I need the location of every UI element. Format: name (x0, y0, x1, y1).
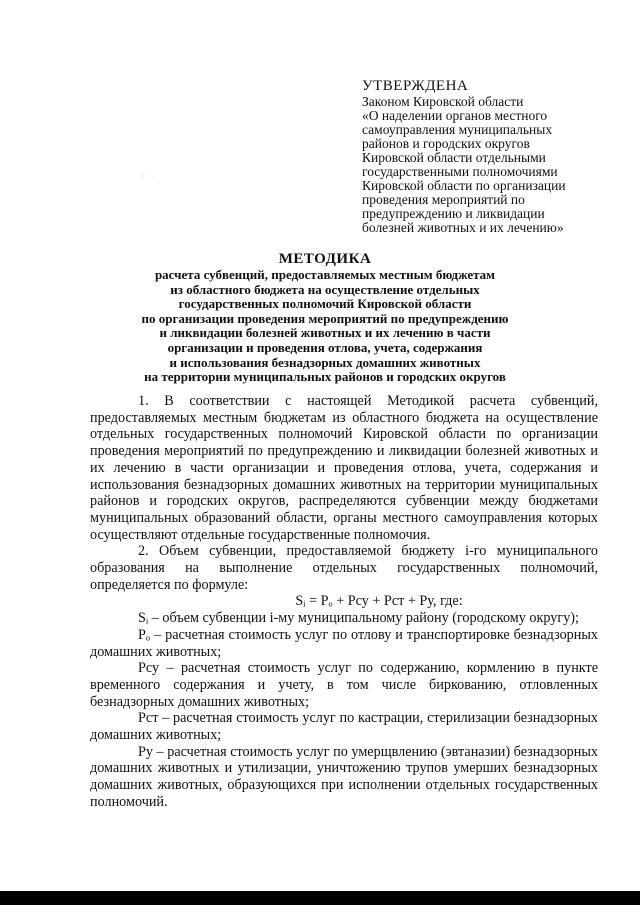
title-line: организации и проведения отлова, учета, содержания (167, 339, 483, 355)
approval-line: «О наделении органов местного (362, 108, 548, 123)
title-line: на территории муниципальных районов и городских округов (144, 369, 506, 385)
paragraph-2: 2. Объем субвенции, предоставляемой бюджету i-го муниципального образования на выполнение отдельных государственных полномочий, определяется по формуле: (90, 543, 598, 593)
title-main: МЕТОДИКА (278, 251, 372, 267)
definition-pu: Pу – расчетная стоимость услуг по умерщвлению (эвтаназии) безнадзорных домашних животных и утилизации, уничтожению трупов умерших безнадзорных домашних животных, образующихся при исполнении отдельных государственных полномочий. (90, 743, 598, 810)
document-body (90, 393, 598, 811)
title-line: и ликвидации болезней животных и их лечению в части (159, 325, 491, 341)
title-line: по организации проведения мероприятий по предупреждению (141, 310, 509, 326)
title-line: из областного бюджета на осуществление отдельных (170, 281, 480, 297)
title-line: расчета субвенций, предоставляемых местным бюджетам (154, 267, 496, 282)
scan-border-bar (0, 891, 640, 905)
approval-line: самоуправления муниципальных (362, 122, 553, 137)
title-line: государственных полномочий Кировской области (178, 296, 472, 312)
definition-pst: Pст – расчетная стоимость услуг по кастрации, стерилизации безнадзорных домашних животных; (90, 710, 598, 744)
approval-heading: УТВЕРЖДЕНА (362, 78, 469, 94)
approval-stamp (362, 78, 624, 235)
approval-line: предупреждению и ликвидации (362, 206, 545, 221)
approval-line: районов и городских округов (362, 136, 530, 151)
document-title (80, 250, 570, 385)
formula: Sᵢ = Pₒ + Pсу + Pст + Pу, где: (295, 593, 463, 610)
scan-speck (140, 170, 158, 180)
approval-line: Кировской области по организации (362, 178, 566, 193)
approval-line: болезней животных и их лечению» (362, 220, 564, 235)
definition-po: Pₒ – расчетная стоимость услуг по отлову и транспортировке безнадзорных домашних животных; (90, 626, 598, 660)
title-line: и использования безнадзорных домашних животных (169, 354, 481, 370)
approval-line: Законом Кировской области (362, 94, 524, 109)
definition-s: Sᵢ – объем субвенции i-му муниципальному району (городскому округу); (138, 610, 579, 627)
definition-psu: Pсу – расчетная стоимость услуг по содержанию, кормлению в пункте временного содержания и учету, в том числе биркованию, отловленных безнадзорных домашних животных; (90, 660, 598, 710)
approval-line: Кировской области отдельными (362, 150, 546, 165)
approval-line: государственными полномочиями (362, 164, 558, 179)
paragraph-1: 1. В соответствии с настоящей Методикой расчета субвенций, предоставляемых местным бюджетам из областного бюджета на осуществление отдельных государственных полномочий Кировской области по организации проведения мероприятий по предупреждению и ликвидации болезней животных и их лечению в части организации и проведения отлова, учета, содержания и использования безнадзорных домашних животных на территории муниципальных районов и городских округов, распределяются субвенции между бюджетами муниципальных образований области, органы местного самоуправления которых осуществляют отдельные государственные полномочия. (90, 393, 598, 543)
approval-line: проведения мероприятий по (362, 192, 525, 207)
